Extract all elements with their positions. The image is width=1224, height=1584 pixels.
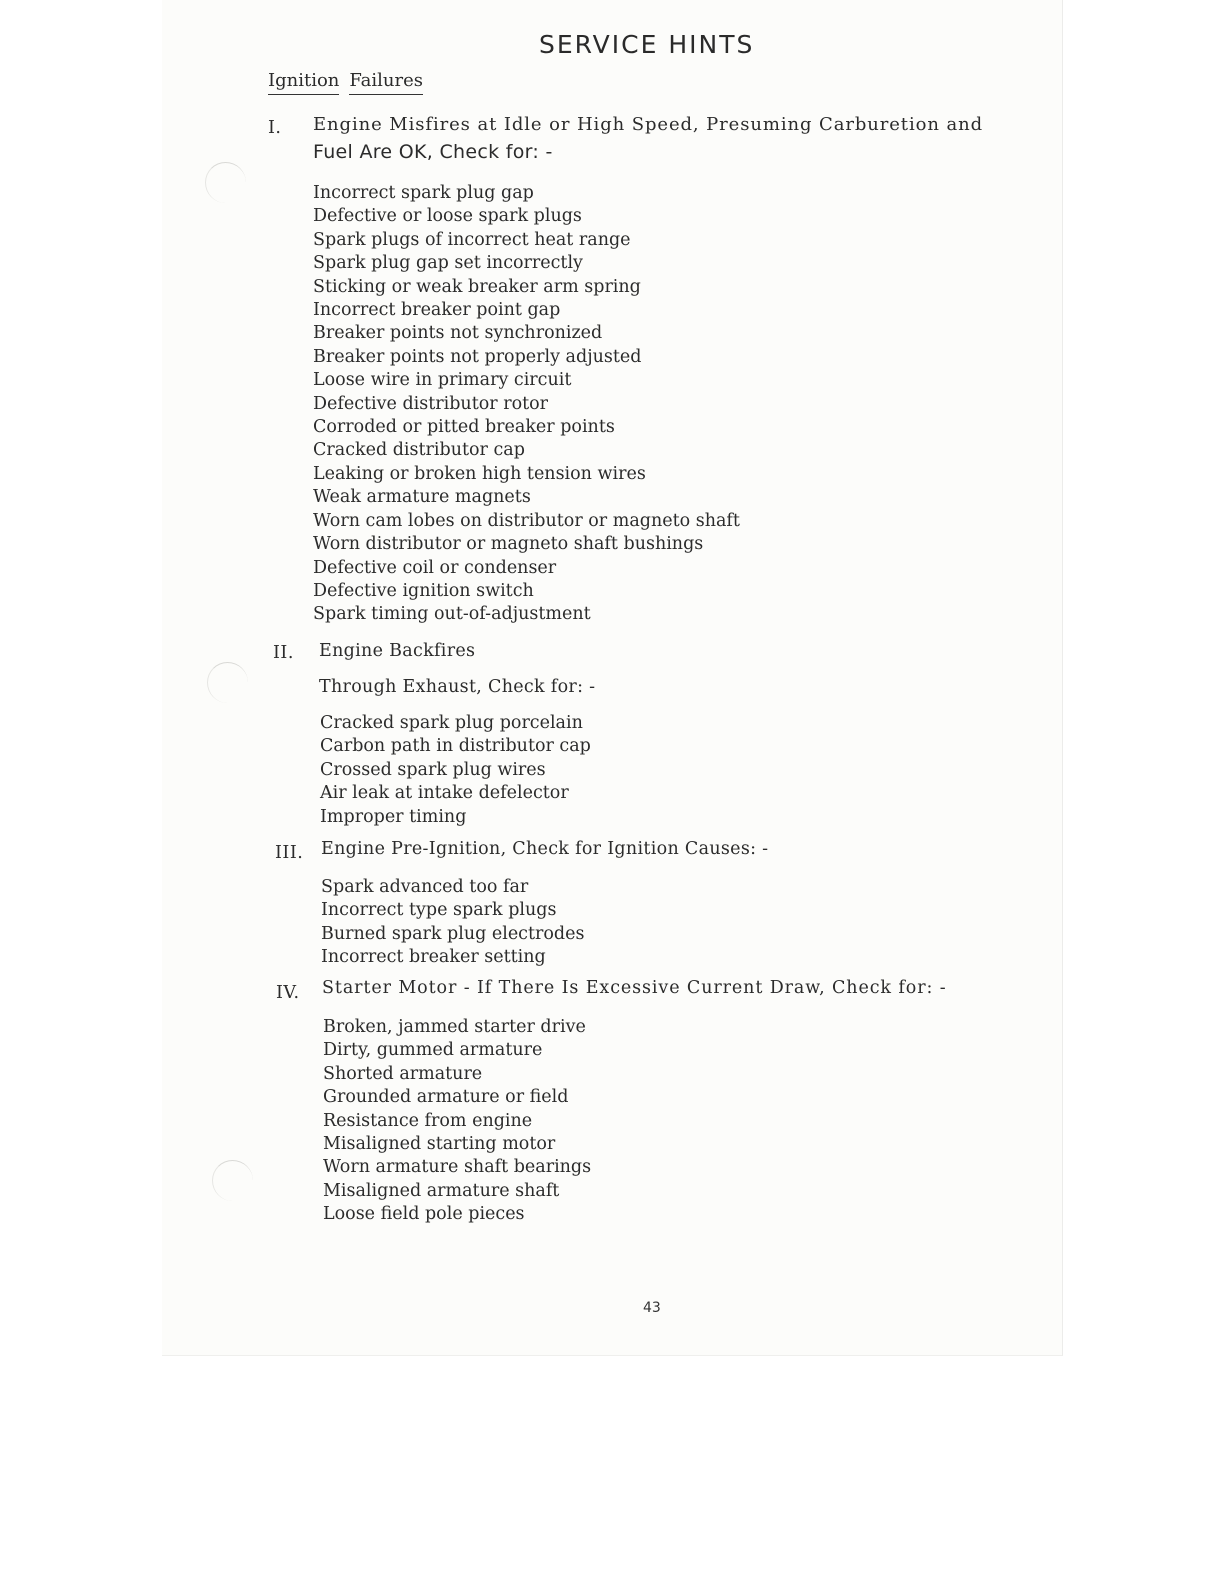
list-item: Defective ignition switch <box>313 580 534 601</box>
list-item: Leaking or broken high tension wires <box>313 463 646 484</box>
section-subtitle: Through Exhaust, Check for: - <box>319 677 596 697</box>
list-item: Defective distributor rotor <box>313 393 549 414</box>
list-item: Misaligned armature shaft <box>323 1180 560 1201</box>
list-item: Carbon path in distributor cap <box>320 736 591 757</box>
checklist <box>320 712 591 829</box>
section-title: Starter Motor - If There Is Excessive Current Draw, Check for: - <box>322 978 947 998</box>
list-item: Spark advanced too far <box>321 877 529 897</box>
list-item: Weak armature magnets <box>313 487 531 508</box>
list-item: Worn cam lobes on distributor or magneto shaft <box>313 510 740 531</box>
page-number: 43 <box>643 1300 661 1316</box>
list-item: Sticking or weak breaker arm spring <box>313 276 641 297</box>
list-item: Grounded armature or field <box>323 1087 569 1108</box>
list-item: Spark plugs of incorrect heat range <box>313 229 631 250</box>
list-item: Breaker points not properly adjusted <box>313 346 642 367</box>
list-item: Loose field pole pieces <box>323 1204 525 1225</box>
section-numeral: I. <box>268 118 282 138</box>
list-item: Breaker points not synchronized <box>313 323 603 344</box>
list-item: Cracked spark plug porcelain <box>320 713 583 733</box>
list-item: Crossed spark plug wires <box>320 759 546 780</box>
list-item: Incorrect breaker setting <box>321 947 546 968</box>
list-item: Air leak at intake defelector <box>320 783 569 804</box>
list-item: Dirty, gummed armature <box>323 1040 543 1061</box>
page-title: SERVICE HINTS <box>539 30 755 59</box>
list-item: Resistance from engine <box>323 1110 533 1131</box>
section-title: Engine Misfires at Idle or High Speed, Presuming Carburetion and <box>313 114 983 135</box>
list-item: Burned spark plug electrodes <box>321 923 585 944</box>
heading-word: Ignition <box>268 70 339 95</box>
list-item: Loose wire in primary circuit <box>313 370 572 391</box>
section-heading <box>268 70 433 95</box>
section-numeral: IV. <box>276 983 300 1003</box>
section-title: Engine Backfires <box>319 641 476 661</box>
list-item: Worn distributor or magneto shaft bushings <box>313 534 704 555</box>
list-item: Defective coil or condenser <box>313 557 557 578</box>
binder-hole-mark <box>205 162 246 203</box>
checklist <box>313 182 740 627</box>
list-item: Defective or loose spark plugs <box>313 206 582 227</box>
list-item: Broken, jammed starter drive <box>323 1017 586 1037</box>
checklist <box>323 1016 591 1227</box>
list-item: Cracked distributor cap <box>313 440 525 461</box>
list-item: Shorted armature <box>323 1063 483 1084</box>
list-item: Corroded or pitted breaker points <box>313 417 615 438</box>
list-item: Misaligned starting motor <box>323 1134 556 1155</box>
section-numeral: III. <box>275 843 304 863</box>
binder-hole-mark <box>207 662 248 703</box>
section-title: Fuel Are OK, Check for: - <box>313 141 553 163</box>
list-item: Improper timing <box>320 806 467 827</box>
heading-word: Failures <box>349 70 423 95</box>
list-item: Incorrect type spark plugs <box>321 900 557 921</box>
list-item: Incorrect breaker point gap <box>313 300 561 321</box>
section-numeral: II. <box>273 643 294 663</box>
section-title: Engine Pre-Ignition, Check for Ignition Causes: - <box>321 839 769 859</box>
list-item: Incorrect spark plug gap <box>313 183 534 203</box>
checklist <box>321 876 584 970</box>
list-item: Spark timing out-of-adjustment <box>313 604 591 625</box>
binder-hole-mark <box>212 1160 253 1201</box>
list-item: Worn armature shaft bearings <box>323 1157 592 1178</box>
list-item: Spark plug gap set incorrectly <box>313 253 583 274</box>
